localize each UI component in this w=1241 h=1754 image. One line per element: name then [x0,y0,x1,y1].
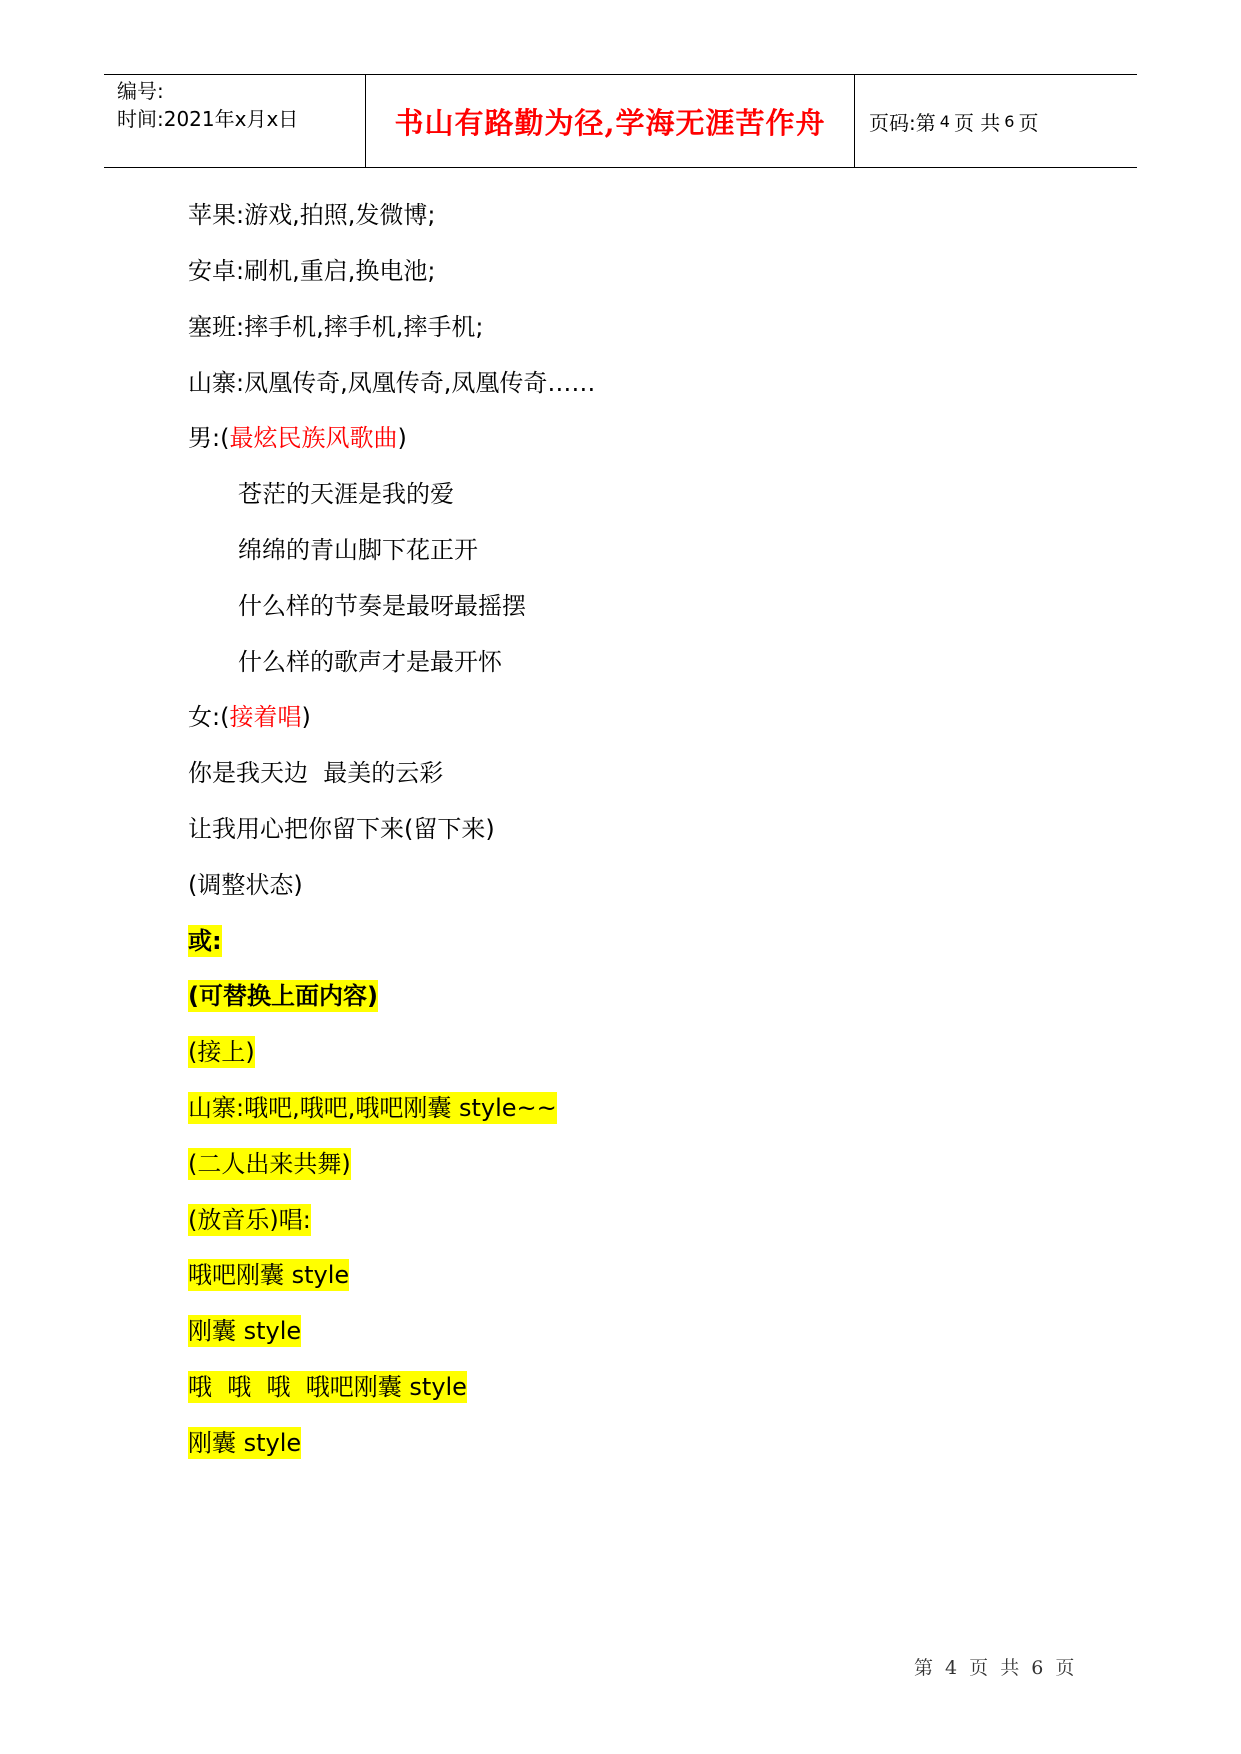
page-mid: 页 共 [953,110,1001,135]
alt-note-line [188,979,378,1013]
script-line: 安卓:刷机,重启,换电池; [188,257,436,285]
alt-note: (可替换上面内容) [188,982,378,1010]
lyric-line: 什么样的节奏是最呀最摇摆 [238,592,526,620]
alt-heading-line [188,924,222,958]
highlight-text: 哦吧刚囊 style [188,1261,350,1289]
highlight-line [188,1203,311,1237]
script-line: 塞班:摔手机,摔手机,摔手机; [188,313,484,341]
song-note: 最炫民族风歌曲 [229,424,398,452]
script-line: 苹果:游戏,拍照,发微博; [188,201,436,229]
header-motto-cell [366,75,855,167]
header-meta [104,75,366,167]
page-header [104,74,1137,168]
highlight-line [188,1314,301,1348]
highlight-line [188,1091,557,1125]
alt-heading: 或: [188,927,222,955]
highlight-text: 哦 哦 哦 哦吧刚囊 style [188,1373,467,1401]
lyric-line: 你是我天边 最美的云彩 [188,759,444,787]
lyric-line: 让我用心把你留下来(留下来) [188,815,495,843]
page-suffix: 页 [1018,110,1039,135]
highlight-line [188,1370,467,1404]
highlight-line [188,1258,349,1292]
script-line-female [188,700,311,734]
highlight-text: 山寨:哦吧,哦吧,哦吧刚囊 style~~ [188,1094,557,1122]
highlight-text: (二人出来共舞) [188,1150,351,1178]
highlight-line [188,1035,255,1069]
lyric-line: 绵绵的青山脚下花正开 [238,536,478,564]
highlight-line [188,1426,301,1460]
page-prefix: 页码:第 [869,110,936,135]
lyric-line: 苍茫的天涯是我的爱 [238,480,454,508]
highlight-text: (放音乐)唱: [188,1206,311,1234]
speaker-label: 女:( [188,703,230,731]
lyric-line: 什么样的歌声才是最开怀 [238,648,502,676]
stage-direction: (调整状态) [188,871,303,899]
page-footer: 第 4 页 共 6 页 [914,1657,1075,1679]
document-number-label: 编号: [117,79,164,103]
script-line: 山寨:凤凰传奇,凤凰传奇,凤凰传奇…… [188,369,596,397]
page-current: 4 [939,111,950,131]
document-date-label: 时间:2021年x月x日 [117,107,299,131]
song-note: 接着唱 [229,703,302,731]
highlight-text: 刚囊 style [188,1429,302,1457]
highlight-text: 刚囊 style [188,1317,302,1345]
highlight-line [188,1147,351,1181]
page-total: 6 [1004,111,1015,131]
header-motto: 书山有路勤为径,学海无涯苦作舟 [394,105,826,140]
speaker-label: 男:( [188,424,230,452]
script-line-male [188,421,407,455]
paren-close: ) [397,424,407,452]
paren-close: ) [301,703,311,731]
highlight-text: (接上) [188,1038,255,1066]
header-page-info [855,75,1137,167]
